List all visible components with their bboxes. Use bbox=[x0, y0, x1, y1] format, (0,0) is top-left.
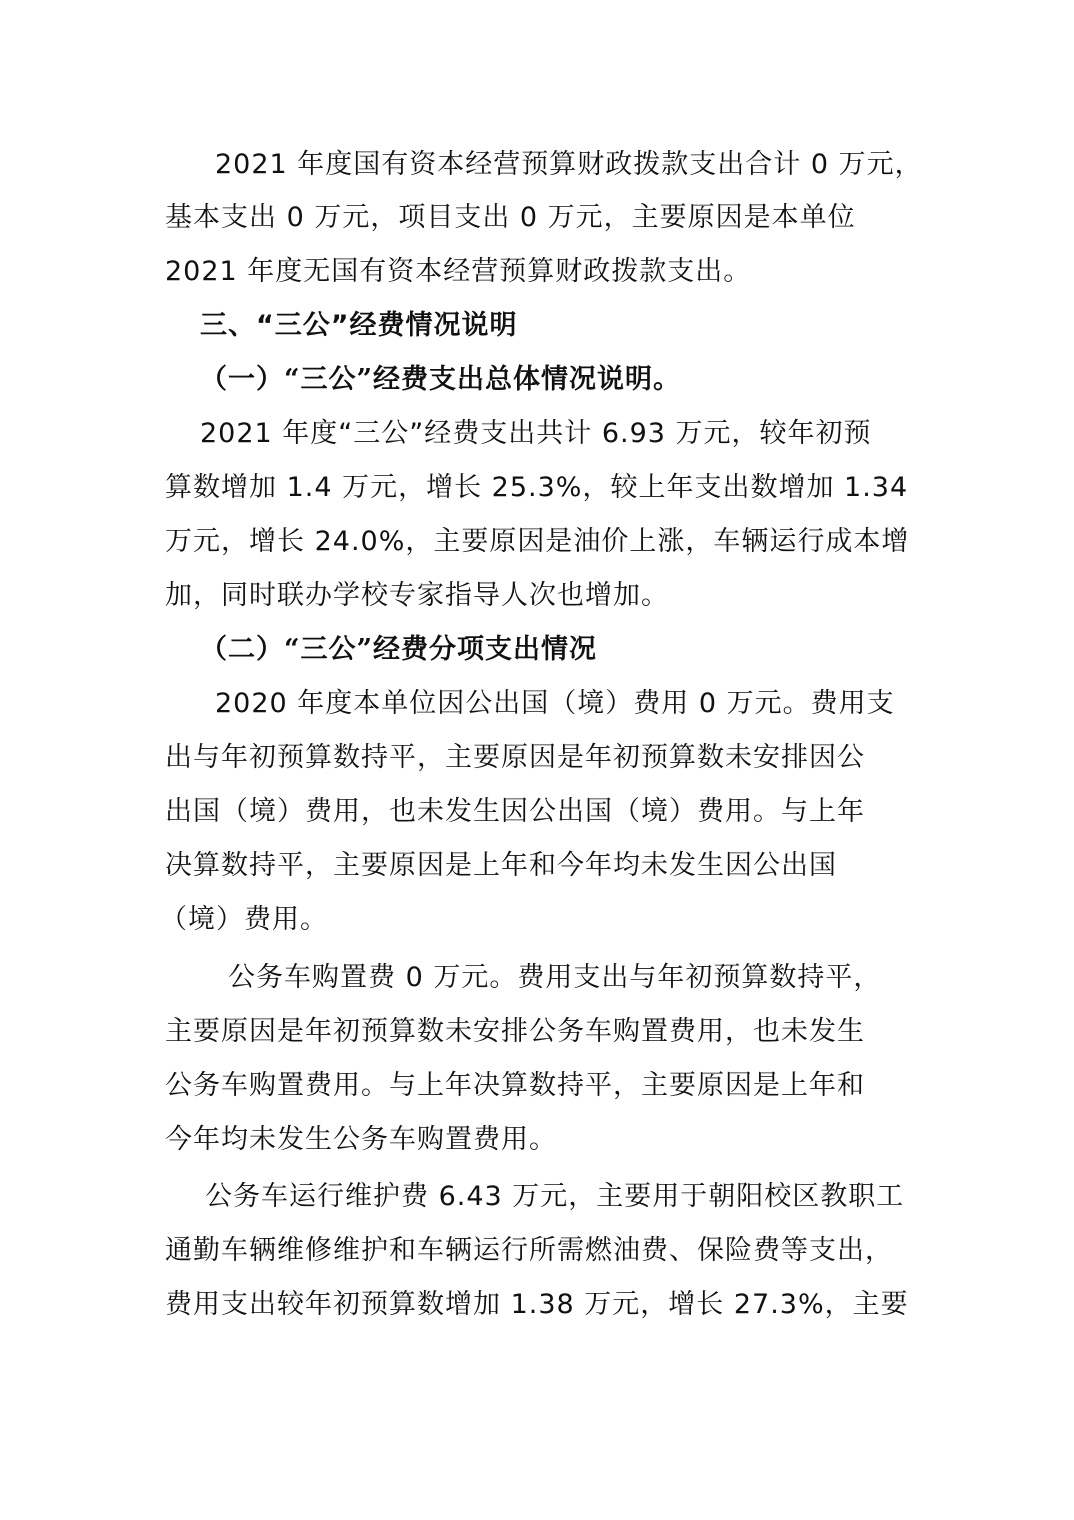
paragraph-line: 基本支出 0 万元，项目支出 0 万元，主要原因是本单位 bbox=[165, 202, 856, 233]
paragraph-line: 主要原因是年初预算数未安排公务车购置费用，也未发生 bbox=[165, 1016, 865, 1047]
paragraph-line: 2021 年度无国有资本经营预算财政拨款支出。 bbox=[165, 256, 752, 287]
paragraph-line: 2020 年度本单位因公出国（境）费用 0 万元。费用支 bbox=[215, 688, 895, 719]
paragraph-line: 出与年初预算数持平，主要原因是年初预算数未安排因公 bbox=[165, 742, 865, 773]
paragraph-line: （境）费用。 bbox=[160, 904, 328, 935]
paragraph-line: 费用支出较年初预算数增加 1.38 万元，增长 27.3%，主要 bbox=[165, 1289, 909, 1320]
paragraph-line: 2021 年度“三公”经费支出共计 6.93 万元，较年初预 bbox=[200, 418, 872, 449]
paragraph-line: 出国（境）费用，也未发生因公出国（境）费用。与上年 bbox=[165, 796, 865, 827]
paragraph-line: 通勤车辆维修维护和车辆运行所需燃油费、保险费等支出， bbox=[165, 1235, 893, 1266]
paragraph-line: 公务车购置费 0 万元。费用支出与年初预算数持平， bbox=[228, 962, 882, 993]
paragraph-line: 今年均未发生公务车购置费用。 bbox=[165, 1124, 557, 1155]
paragraph-line: 万元，增长 24.0%，主要原因是油价上涨，车辆运行成本增 bbox=[165, 526, 910, 557]
paragraph-line: 算数增加 1.4 万元，增长 25.3%，较上年支出数增加 1.34 bbox=[165, 472, 909, 503]
paragraph-line: 公务车运行维护费 6.43 万元，主要用于朝阳校区教职工 bbox=[205, 1181, 905, 1212]
subsection-heading: （二）“三公”经费分项支出情况 bbox=[200, 634, 598, 665]
paragraph-line: 2021 年度国有资本经营预算财政拨款支出合计 0 万元， bbox=[215, 149, 923, 180]
paragraph-line: 公务车购置费用。与上年决算数持平，主要原因是上年和 bbox=[165, 1070, 865, 1101]
paragraph-line: 加，同时联办学校专家指导人次也增加。 bbox=[165, 580, 669, 611]
subsection-heading: （一）“三公”经费支出总体情况说明。 bbox=[200, 364, 682, 395]
paragraph-line: 决算数持平，主要原因是上年和今年均未发生因公出国 bbox=[165, 850, 837, 881]
section-heading: 三、“三公”经费情况说明 bbox=[200, 310, 518, 341]
